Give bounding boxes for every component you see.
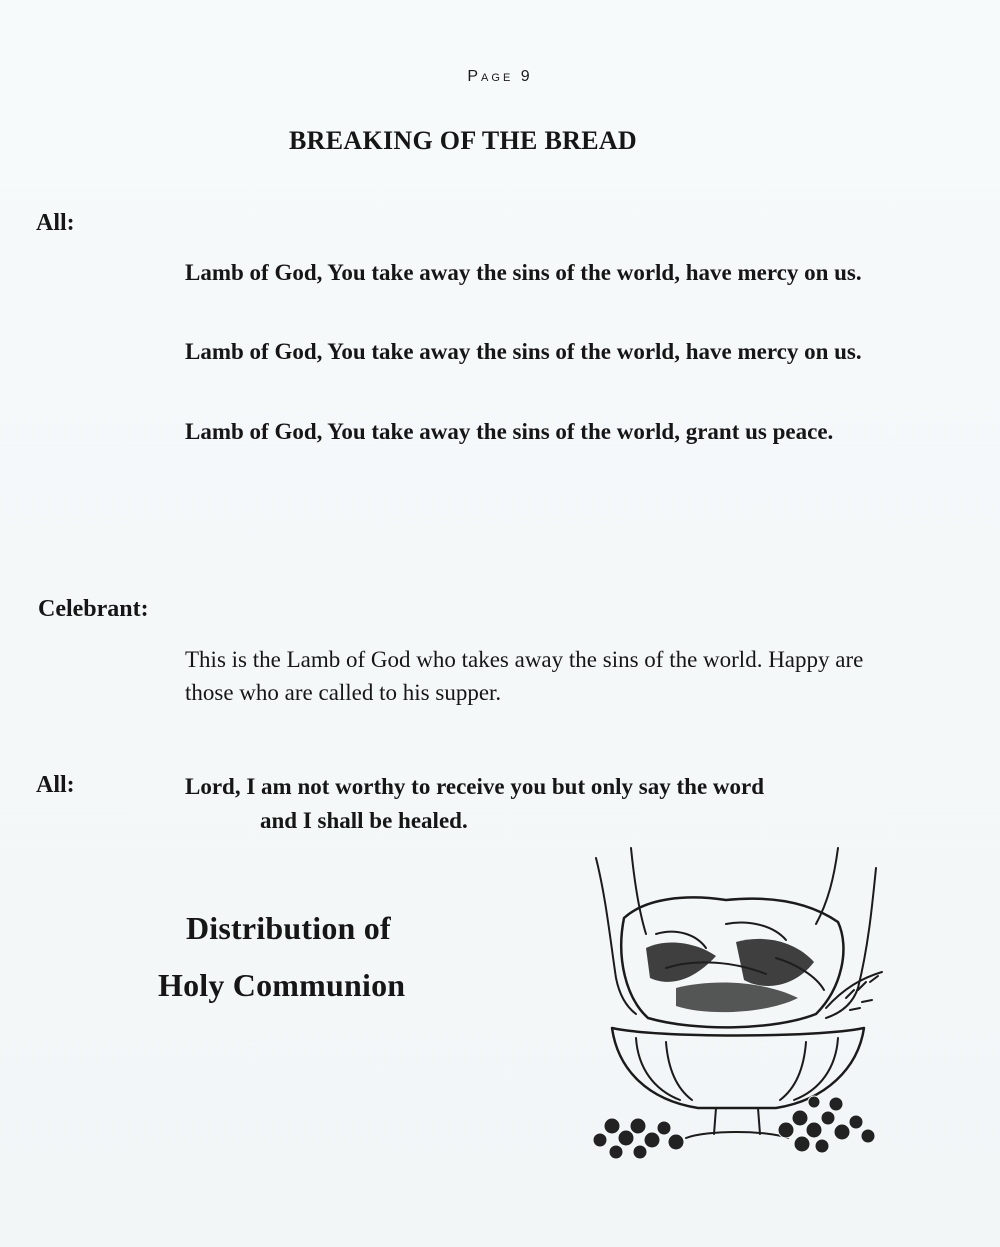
chalice-and-hands-icon — [576, 838, 896, 1168]
agnus-dei-line-1: Lamb of God, You take away the sins of the world, have mercy on us. — [185, 260, 862, 285]
page-number — [0, 68, 1000, 86]
all-response-line-1: Lord, I am not worthy to receive you but only say the word — [185, 774, 765, 799]
agnus-dei-line-2: Lamb of God, You take away the sins of the world, have mercy on us. — [185, 339, 862, 364]
section-title: BREAKING OF THE BREAD — [289, 126, 637, 155]
agnus-dei-line-3: Lamb of God, You take away the sins of the world, grant us peace. — [185, 419, 834, 444]
speaker-all-label-2: All: — [36, 772, 75, 798]
celebrant-text: This is the Lamb of God who takes away the sins of the world. Happy are those who are called to his supper. — [185, 647, 864, 705]
speaker-celebrant-label: Celebrant: — [38, 596, 149, 622]
communion-heading-line-2: Holy Communion — [158, 967, 406, 1003]
speaker-all-label: All: — [36, 210, 75, 236]
all-response — [185, 770, 905, 838]
all-response-line-2: and I shall be healed. — [260, 808, 468, 833]
page-number-label: Page 9 — [467, 68, 533, 85]
communion-heading-line-1: Distribution of — [186, 910, 391, 946]
